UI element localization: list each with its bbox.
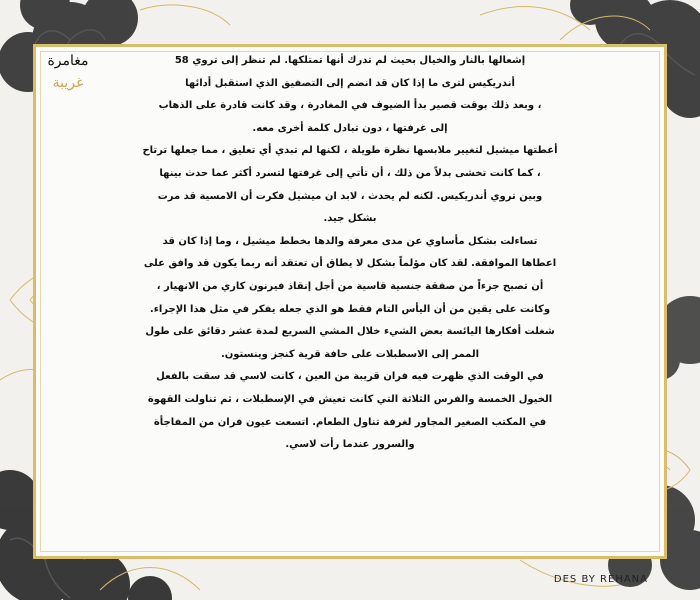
text-line: ، وبعد ذلك بوقت قصير بدأ الضيوف في المغادرة ، وقد كانت قادرة على الذهاب: [158, 100, 542, 112]
text-line: تساءلت بشكل مأساوي عن مدى معرفة والدها بخطط ميشيل ، وما إذا كان قد: [162, 235, 538, 247]
title-word-2: غريبة: [52, 75, 84, 91]
paragraph-2: [42, 140, 658, 230]
text-line: أندريكيس لترى ما إذا كان قد انضم إلى التصفيق الذي استقبل أدائها: [185, 77, 515, 89]
text-line: وبين تروي أندريكيس. لكنه لم يحدث ، لابد ان ميشيل فكرت أن الامسية قد مرت: [157, 190, 543, 202]
text-line: بشكل جيد.: [323, 213, 377, 225]
text-line: وكانت على يقين من أن اليأس التام فقط هو الذي جعله يفكر في مثل هذا الإجراء.: [149, 303, 551, 315]
text-line: إشعالها بالنار والخيال بحيث لم تدرك أنها تمتلكها. لم تنظر إلى تروي 58: [174, 55, 526, 66]
paragraph-4: [42, 321, 658, 366]
paragraph-3: [42, 231, 658, 321]
text-line: الممر إلى الاسطبلات على حافة قرية كنجز وينستون.: [220, 348, 480, 360]
text-line: ، كما كانت تخشى بدلاً من ذلك ، أن تأتي إلى غرفتها لتسرد أكثر عما حدث بينها: [159, 167, 541, 179]
text-line: في الوقت الذي ظهرت فيه فران قريبة من العين ، كانت لاسي قد سقت بالفعل: [156, 371, 544, 383]
paragraph-1: [42, 50, 658, 140]
designer-credit: DES BY REHANA: [553, 574, 648, 585]
text-line: الخيول الخمسة والفرس الثلاثة التي كانت تعيش في الإسطبلات ، ثم تناولت القهوة: [147, 393, 553, 405]
text-line: أن تصبح جزءاً من صفقة جنسية قاسية من أجل إنقاذ فيرنون كاري من الانهيار ،: [156, 280, 544, 292]
text-line: والسرور عندما رأت لاسي.: [285, 439, 415, 451]
text-line: إلى غرفتها ، دون تبادل كلمة أخرى معه.: [252, 122, 448, 134]
text-line: في المكتب الصغير المجاور لغرفة تناول الطعام. اتسعت عيون فران من المفاجأة: [153, 416, 547, 428]
chapter-text: [42, 50, 658, 534]
text-line: اعطاها الموافقة. لقد كان مؤلماً بشكل لا يطاق أن تعتقد أنه ربما يكون قد وافق على: [143, 258, 557, 270]
text-line: أعطتها ميشيل لتغيير ملابسها نظرة طويلة ، لكنها لم تبدي أي تعليق ، مما جعلها ترتاح: [142, 145, 558, 157]
title-word-1: مغامرة: [47, 53, 89, 69]
text-line: شغلت أفكارها اليائسة بعض الشيء خلال المشي السريع لمدة عشر دقائق على طول: [145, 326, 555, 338]
paragraph-5: [42, 366, 658, 456]
